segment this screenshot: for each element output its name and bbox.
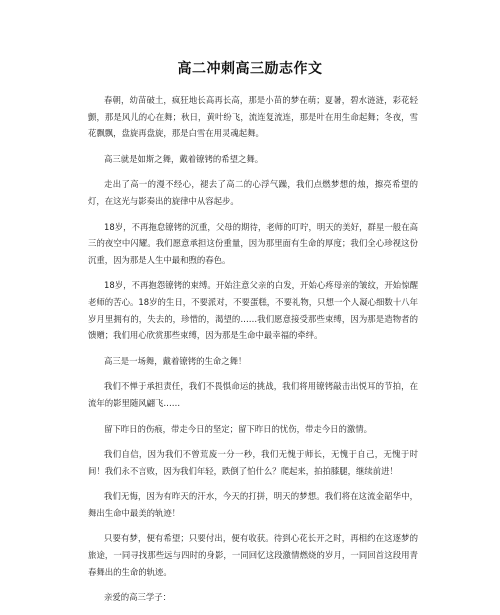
paragraph: 我们自信，因为我们不曾荒废一分一秒，我们无愧于师长，无愧于自己，无愧于时间！我们永不言败，因为我们年轻，跌倒了怕什么？爬起来，拍拍膝腿，继续前进！: [88, 449, 418, 476]
paragraph: 走出了高一的漫不经心，褪去了高二的心浮气躁，我们点燃梦想的烛，擦亮希望的灯，在这光与影奏出的旋律中从容起步。: [88, 179, 418, 206]
document-title: 高二冲刺高三励志作文: [177, 61, 323, 77]
paragraph: 春朝，幼苗破土，疯狂地长高再长高，那是小苗的梦在萌；夏暑，碧水涟涟，彩花轻颤，那是风儿的心在舞；秋日，黄叶纷飞，流连复流连，那是叶在用生命起舞；冬夜，雪花飘飘，盘旋再盘旋，那是白雪在用灵魂起舞。: [88, 95, 418, 139]
paragraph: 高三就是如斯之舞，戴着镣铐的希望之舞。: [104, 153, 264, 164]
paragraph: 高三是一场舞，戴着镣铐的生命之舞！: [104, 355, 247, 366]
paragraph: 只要有梦，便有希望；只要付出，便有收获。待到心花长开之时，再相约在这逐梦的旅途，一同寻找那些远与四时的身影，一同回忆这段激情燃烧的岁月，一同回首这段用青春舞出的生命的轨迹。: [88, 533, 418, 577]
paragraph: 18岁，不再抱怨镣铐的束缚。开始注意父亲的白发，开始心疼母亲的皱纹，开始惊醒老师的苦心。18岁的生日，不要派对，不要蛋糕，不要礼物，只想一个人凝心细数十八年岁月里拥有的，失去的，珍惜的，渴望的……我们愿意接受那些束缚，因为那是造物者的馈赠；我们用心欣赏那些束缚，因为那是生命中最幸福的牵绊。: [88, 280, 418, 341]
paragraph: 亲爱的高三学子：: [104, 592, 171, 603]
paragraph: 我们不惮于承担责任，我们不畏惧命运的挑战，我们将用镣铐敲击出悦耳的节拍，在流年的影里随风翩飞……: [88, 381, 418, 408]
paragraph: 留下昨日的伤痕，带走今日的坚定；留下昨日的忧伤，带走今日的激情。: [104, 423, 372, 434]
document-body: [88, 92, 418, 615]
paragraph: 18岁，不再拖怠镣铐的沉重，父母的期待，老师的叮咛，明天的美好，群星一般在高三的夜空中闪耀。我们愿意承担这份重量，因为那里面有生命的厚度；我们全心珍视这份沉重，因为那是人生中最和煦的春色。: [88, 221, 418, 265]
paragraph: 我们无悔，因为有昨天的汗水，今天的打拼，明天的梦想。我们将在这流金韶华中，舞出生命中最美的轨迹！: [88, 491, 418, 518]
